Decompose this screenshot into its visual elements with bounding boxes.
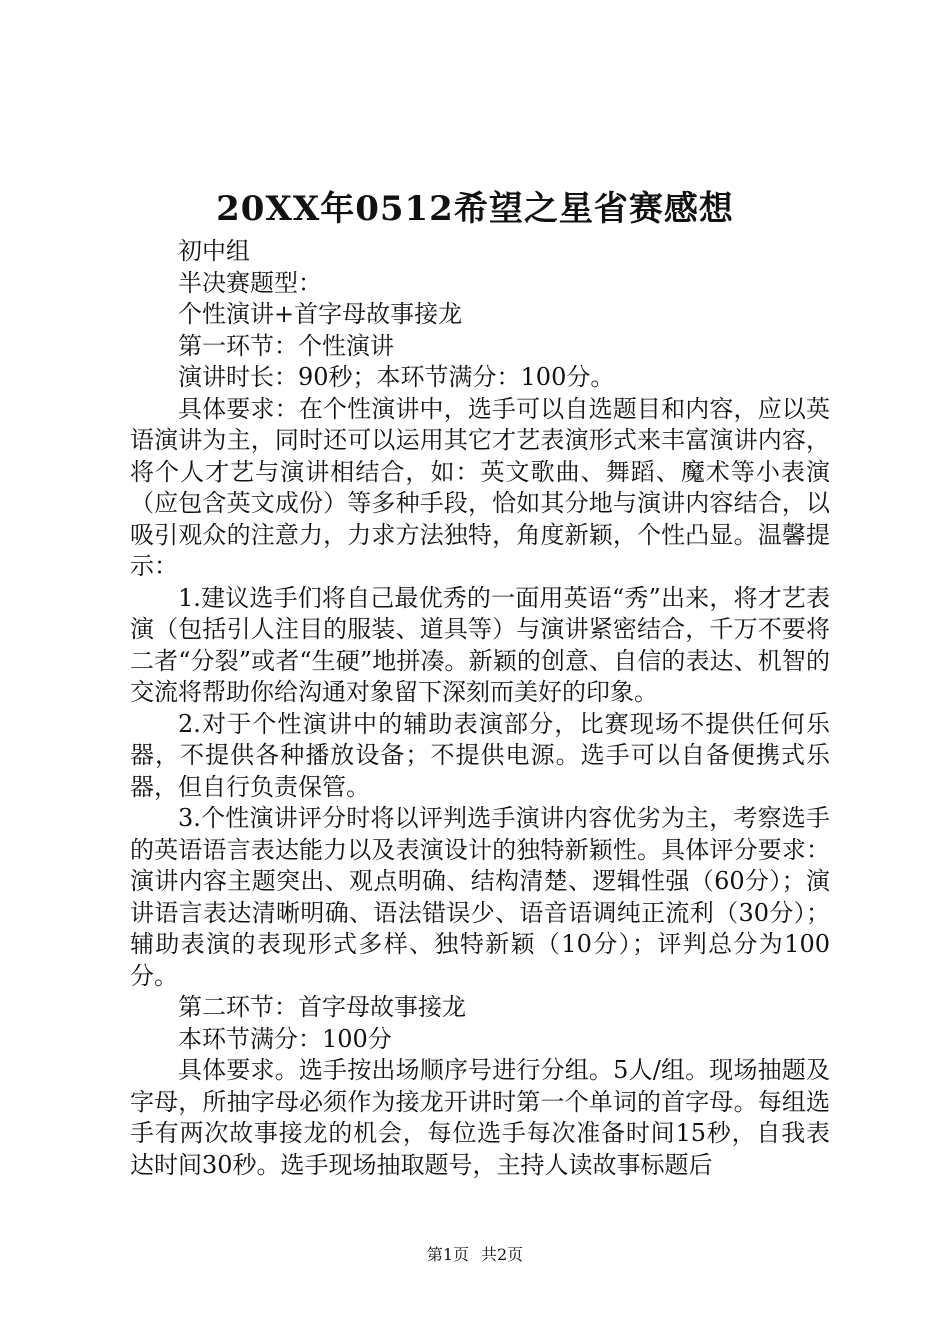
- paragraph-section-two-heading: 第二环节：首字母故事接龙: [178, 993, 466, 1021]
- page-total: 共2页: [481, 1245, 524, 1264]
- document-body: [130, 236, 830, 1181]
- paragraph-group: 初中组: [178, 237, 250, 265]
- paragraph-tip-1: 1.建议选手们将自己最优秀的一面用英语“秀”出来，将才艺表演（包括引人注目的服装、道具等）与演讲紧密结合，千万不要将二者“分裂”或者“生硬”地拼凑。新颖的创意、自信的表达、机智的交流将帮助你给沟通对象留下深刻而美好的印象。: [130, 583, 830, 706]
- page-number: 第1页: [426, 1245, 469, 1264]
- paragraph-format: 个性演讲+首字母故事接龙: [178, 300, 463, 328]
- paragraph-requirements: 具体要求：在个性演讲中，选手可以自选题目和内容，应以英语演讲为主，同时还可以运用其它才艺表演形式来丰富演讲内容，将个人才艺与演讲相结合，如：英文歌曲、舞蹈、魔术等小表演（应包含英文成份）等多种手段，恰如其分地与演讲内容结合，以吸引观众的注意力，力求方法独特，角度新颖，个性凸显。温馨提示：: [130, 394, 830, 580]
- document-title: 20XX年0512希望之星省赛感想: [216, 189, 734, 229]
- paragraph-section-one-heading: 第一环节：个性演讲: [178, 331, 394, 360]
- paragraph-semifinal-type: 半决赛题型：: [178, 268, 322, 297]
- paragraph-speech-duration: 演讲时长：90秒；本环节满分：100分。: [178, 363, 615, 391]
- paragraph-section-two-score: 本环节满分：100分: [178, 1024, 392, 1053]
- paragraph-tip-2: 2.对于个性演讲中的辅助表演部分，比赛现场不提供任何乐器，不提供各种播放设备；不提供电源。选手可以自备便携式乐器，但自行负责保管。: [130, 709, 830, 801]
- page-footer: [0, 1244, 950, 1266]
- paragraph-tip-3: 3.个性演讲评分时将以评判选手演讲内容优劣为主，考察选手的英语语言表达能力以及表演设计的独特新颖性。具体评分要求：演讲内容主题突出、观点明确、结构清楚、逻辑性强（60分）；演讲语言表达清晰明确、语法错误少、语音语调纯正流利（30分）；辅助表演的表现形式多样、独特新颖（10分）；评判总分为100分。: [130, 804, 830, 990]
- paragraph-section-two-requirements: 具体要求。选手按出场顺序号进行分组。5人/组。现场抽题及字母，所抽字母必须作为接龙开讲时第一个单词的首字母。每组选手有两次故事接龙的机会，每位选手每次准备时间15秒，自我表达时间30秒。选手现场抽取题号，主持人读故事标题后: [130, 1056, 830, 1179]
